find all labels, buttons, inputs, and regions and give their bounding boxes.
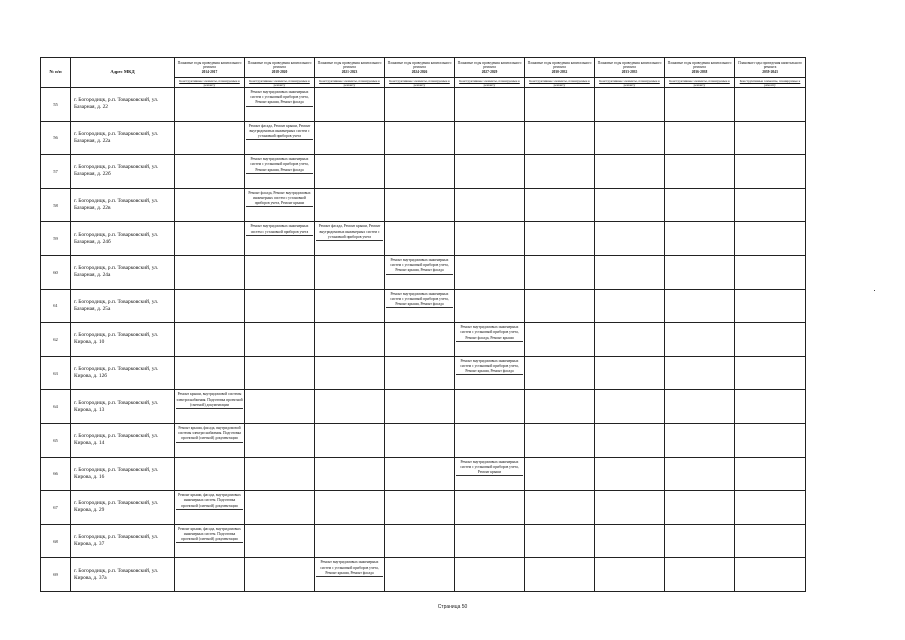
repair-works-text: Ремонт внутридомовых инженерных систем с установкой приборов учета, Ремонт крыши, Ремонт фасада: [456, 359, 523, 376]
repair-works-cell: [245, 524, 315, 558]
repair-works-cell: [385, 491, 455, 525]
repair-works-cell: [315, 88, 385, 122]
repair-works-cell: [385, 457, 455, 491]
row-number: 60: [41, 255, 71, 289]
repair-works-cell: [665, 390, 735, 424]
document-page: [40, 57, 806, 592]
repair-works-cell: [595, 188, 665, 222]
repair-works-cell: [735, 121, 806, 155]
repair-works-cell: [665, 289, 735, 323]
repair-works-cell: [595, 88, 665, 122]
repair-works-cell: [525, 121, 595, 155]
repair-works-text: Ремонт внутридомовых инженерных систем с установкой приборов учета, Ремонт крыши, Ремонт фасада: [386, 292, 453, 309]
period-header: Плановые годы проведения капитального ремонта 2030-2032: [525, 58, 595, 78]
repair-works-cell: [175, 524, 245, 558]
repair-works-cell: [175, 558, 245, 592]
building-address: г. Богородицк, р.п. Товарковский, ул. Базарная, д. 22б: [71, 155, 175, 189]
repair-works-cell: [385, 423, 455, 457]
table-body: [41, 88, 806, 592]
repair-works-cell: [525, 457, 595, 491]
repair-works-cell: [735, 188, 806, 222]
repair-works-text: Ремонт крыши, фасада, внутридомовой системы электроснабжения. Подготовка проектной (сметной) документации: [176, 426, 243, 443]
repair-works-cell: [595, 390, 665, 424]
repair-works-cell: [455, 524, 525, 558]
repair-works-text: Ремонт фасада, Ремонт крыши, Ремонт внутридомовых инженерных систем с установкой приборов учета: [246, 124, 313, 141]
repair-works-cell: [455, 323, 525, 357]
repair-works-cell: [245, 390, 315, 424]
period-header: Плановые годы проведения капитального ремонта 2024-2026: [385, 58, 455, 78]
repair-works-cell: [385, 188, 455, 222]
repair-works-cell: [175, 289, 245, 323]
table-row: [41, 88, 806, 122]
capital-repair-schedule-table: [40, 57, 806, 592]
table-header: [41, 58, 806, 88]
repair-works-cell: [525, 222, 595, 256]
repair-works-cell: [245, 323, 315, 357]
repair-works-cell: [595, 356, 665, 390]
table-row: [41, 356, 806, 390]
repair-works-text: Ремонт внутридомовых инженерных систем с установкой приборов учета, Ремонт крыши, Ремонт фасада: [316, 560, 383, 577]
repair-works-cell: [315, 255, 385, 289]
repair-works-cell: [595, 155, 665, 189]
repair-works-cell: [245, 188, 315, 222]
table-row: [41, 423, 806, 457]
repair-works-cell: [385, 88, 455, 122]
repair-works-cell: [175, 356, 245, 390]
repair-works-text: Ремонт внутридомовых инженерных систем с установкой приборов учета, Ремонт крыши: [456, 460, 523, 477]
repair-works-cell: [315, 323, 385, 357]
repair-works-cell: [455, 457, 525, 491]
row-number: 66: [41, 457, 71, 491]
repair-works-cell: [735, 323, 806, 357]
repair-works-cell: [315, 457, 385, 491]
table-row: [41, 558, 806, 592]
repair-works-cell: [175, 390, 245, 424]
repair-works-cell: [525, 88, 595, 122]
building-address: г. Богородицк, р.п. Товарковский, ул. Базарная, д. 22: [71, 88, 175, 122]
repair-works-cell: [525, 558, 595, 592]
repair-works-cell: [315, 423, 385, 457]
repair-works-text: Ремонт фасада, Ремонт внутридомовых инженерных систем с установкой приборов учета, Ремонт крыши: [246, 191, 313, 208]
repair-works-cell: [455, 423, 525, 457]
repair-works-cell: [525, 524, 595, 558]
repair-works-cell: [525, 255, 595, 289]
repair-works-text: Ремонт крыши, фасада, внутридомовых инженерных систем. Подготовка проектной (сметной) документации: [176, 493, 243, 510]
repair-works-cell: [245, 423, 315, 457]
repair-works-cell: [315, 121, 385, 155]
repair-works-cell: [385, 255, 455, 289]
period-header: Плановые годы проведения капитального ремонта 2021-2023: [315, 58, 385, 78]
repair-works-cell: [245, 155, 315, 189]
repair-works-cell: [455, 88, 525, 122]
period-header: Плановые годы проведения капитального ремонта 2033-2035: [595, 58, 665, 78]
repair-works-cell: [385, 323, 455, 357]
building-address: г. Богородицк, р.п. Товарковский, ул. Базарная, д. 24а: [71, 255, 175, 289]
column-address-header: Адрес МКД: [71, 58, 175, 88]
period-header: Плановые годы проведения капитального ремонта 2036-2038: [665, 58, 735, 78]
period-header: Плановые годы проведения капитального ремонта 2039-2043: [735, 58, 806, 78]
repair-works-cell: [665, 457, 735, 491]
repair-works-text: Ремонт крыши, фасада, внутридомовых инженерных систем. Подготовка проектной (сметной) документации: [176, 527, 243, 544]
repair-works-cell: [315, 524, 385, 558]
repair-works-cell: [175, 121, 245, 155]
elements-subheader: Конструктивные элементы, планируемые к ремонту: [245, 78, 315, 88]
repair-works-cell: [175, 255, 245, 289]
elements-subheader: Конструктивные элементы, планируемые к ремонту: [175, 78, 245, 88]
repair-works-cell: [245, 356, 315, 390]
row-number: 59: [41, 222, 71, 256]
repair-works-cell: [315, 356, 385, 390]
repair-works-cell: [315, 390, 385, 424]
repair-works-cell: [385, 121, 455, 155]
building-address: г. Богородицк, р.п. Товарковский, ул. Кирова, д. 37а: [71, 558, 175, 592]
repair-works-cell: [315, 188, 385, 222]
table-row: [41, 121, 806, 155]
repair-works-cell: [735, 491, 806, 525]
repair-works-cell: [455, 491, 525, 525]
table-row: [41, 491, 806, 525]
repair-works-cell: [175, 155, 245, 189]
table-row: [41, 390, 806, 424]
building-address: г. Богородицк, р.п. Товарковский, ул. Базарная, д. 24б: [71, 222, 175, 256]
repair-works-cell: [385, 222, 455, 256]
building-address: г. Богородицк, р.п. Товарковский, ул. Кирова, д. 37: [71, 524, 175, 558]
building-address: г. Богородицк, р.п. Товарковский, ул. Кирова, д. 12б: [71, 356, 175, 390]
page-number: Страница 50: [437, 604, 468, 610]
row-number: 55: [41, 88, 71, 122]
repair-works-text: Ремонт внутридомовых инженерных систем с установкой приборов учета, Ремонт крыши, Ремонт фасада: [386, 258, 453, 275]
repair-works-text: Ремонт крыши, внутридомовой системы электроснабжения. Подготовка проектной (сметной) документации: [176, 392, 243, 409]
repair-works-cell: [385, 289, 455, 323]
repair-works-cell: [595, 289, 665, 323]
repair-works-cell: [525, 423, 595, 457]
elements-subheader: Конструктивные элементы, планируемые к ремонту: [455, 78, 525, 88]
repair-works-cell: [245, 222, 315, 256]
row-number: 64: [41, 390, 71, 424]
building-address: г. Богородицк, р.п. Товарковский, ул. Кирова, д. 10: [71, 323, 175, 357]
repair-works-cell: [525, 390, 595, 424]
table-row: [41, 155, 806, 189]
table-row: [41, 323, 806, 357]
repair-works-cell: [245, 289, 315, 323]
repair-works-text: Ремонт фасада, Ремонт крыши, Ремонт внутридомовых инженерных систем с установкой приборов учета: [316, 224, 383, 241]
repair-works-cell: [245, 255, 315, 289]
repair-works-text: Ремонт внутридомовых инженерных систем с установкой приборов учета: [246, 224, 313, 235]
repair-works-cell: [525, 155, 595, 189]
repair-works-cell: [595, 423, 665, 457]
repair-works-cell: [665, 88, 735, 122]
repair-works-cell: [595, 121, 665, 155]
repair-works-cell: [455, 390, 525, 424]
column-number-header: № п/п: [41, 58, 71, 88]
row-number: 69: [41, 558, 71, 592]
repair-works-cell: [665, 121, 735, 155]
repair-works-cell: [665, 255, 735, 289]
repair-works-cell: [735, 524, 806, 558]
scan-speck: [874, 290, 875, 291]
repair-works-cell: [455, 356, 525, 390]
repair-works-cell: [455, 289, 525, 323]
row-number: 68: [41, 524, 71, 558]
repair-works-cell: [245, 491, 315, 525]
elements-subheader: Конструктивные элементы, планируемые к ремонту: [735, 78, 806, 88]
repair-works-cell: [735, 356, 806, 390]
repair-works-cell: [595, 524, 665, 558]
repair-works-cell: [595, 457, 665, 491]
table-row: [41, 255, 806, 289]
table-row: [41, 524, 806, 558]
repair-works-text: Ремонт внутридомовых инженерных систем с установкой приборов учета, Ремонт фасада, Ремонт крыши: [456, 325, 523, 342]
period-header: Плановые годы проведения капитального ремонта 2018-2020: [245, 58, 315, 78]
table-row: [41, 222, 806, 256]
repair-works-cell: [735, 457, 806, 491]
building-address: г. Богородицк, р.п. Товарковский, ул. Базарная, д. 25а: [71, 289, 175, 323]
repair-works-cell: [735, 155, 806, 189]
building-address: г. Богородицк, р.п. Товарковский, ул. Кирова, д. 14: [71, 423, 175, 457]
row-number: 57: [41, 155, 71, 189]
repair-works-cell: [665, 491, 735, 525]
repair-works-cell: [525, 323, 595, 357]
row-number: 65: [41, 423, 71, 457]
repair-works-cell: [175, 222, 245, 256]
building-address: г. Богородицк, р.п. Товарковский, ул. Кирова, д. 16: [71, 457, 175, 491]
elements-subheader: Конструктивные элементы, планируемые к ремонту: [665, 78, 735, 88]
building-address: г. Богородицк, р.п. Товарковский, ул. Базарная, д. 22а: [71, 121, 175, 155]
elements-subheader: Конструктивные элементы, планируемые к ремонту: [595, 78, 665, 88]
repair-works-cell: [735, 255, 806, 289]
repair-works-cell: [595, 491, 665, 525]
building-address: г. Богородицк, р.п. Товарковский, ул. Кирова, д. 29: [71, 491, 175, 525]
repair-works-cell: [315, 222, 385, 256]
row-number: 56: [41, 121, 71, 155]
repair-works-cell: [455, 222, 525, 256]
repair-works-cell: [315, 155, 385, 189]
repair-works-cell: [665, 188, 735, 222]
repair-works-cell: [245, 457, 315, 491]
table-row: [41, 289, 806, 323]
building-address: г. Богородицк, р.п. Товарковский, ул. Базарная, д. 22в: [71, 188, 175, 222]
row-number: 62: [41, 323, 71, 357]
period-header: Плановые годы проведения капитального ремонта 2027-2029: [455, 58, 525, 78]
repair-works-cell: [735, 88, 806, 122]
repair-works-cell: [525, 289, 595, 323]
row-number: 63: [41, 356, 71, 390]
repair-works-cell: [735, 390, 806, 424]
repair-works-cell: [665, 323, 735, 357]
repair-works-cell: [245, 121, 315, 155]
repair-works-cell: [735, 289, 806, 323]
repair-works-cell: [525, 188, 595, 222]
repair-works-cell: [455, 121, 525, 155]
elements-subheader: Конструктивные элементы, планируемые к ремонту: [525, 78, 595, 88]
repair-works-cell: [455, 558, 525, 592]
repair-works-cell: [385, 524, 455, 558]
table-row: [41, 457, 806, 491]
repair-works-cell: [665, 155, 735, 189]
repair-works-cell: [385, 558, 455, 592]
row-number: 58: [41, 188, 71, 222]
repair-works-cell: [315, 491, 385, 525]
repair-works-cell: [175, 188, 245, 222]
repair-works-cell: [315, 558, 385, 592]
elements-subheader: Конструктивные элементы, планируемые к ремонту: [315, 78, 385, 88]
repair-works-text: Ремонт внутридомовых инженерных систем с установкой приборов учета, Ремонт крыши, Ремонт фасада: [246, 90, 313, 107]
row-number: 67: [41, 491, 71, 525]
elements-subheader: Конструктивные элементы, планируемые к ремонту: [385, 78, 455, 88]
repair-works-cell: [175, 457, 245, 491]
repair-works-cell: [245, 88, 315, 122]
repair-works-cell: [175, 491, 245, 525]
repair-works-cell: [595, 255, 665, 289]
repair-works-cell: [665, 558, 735, 592]
repair-works-cell: [455, 188, 525, 222]
repair-works-cell: [525, 491, 595, 525]
repair-works-cell: [665, 222, 735, 256]
repair-works-cell: [455, 155, 525, 189]
repair-works-cell: [665, 423, 735, 457]
repair-works-cell: [385, 356, 455, 390]
row-number: 61: [41, 289, 71, 323]
table-row: [41, 188, 806, 222]
period-header: Плановые годы проведения капитального ремонта 2014-2017: [175, 58, 245, 78]
repair-works-cell: [385, 155, 455, 189]
repair-works-text: Ремонт внутридомовых инженерных систем с установкой приборов учета, Ремонт крыши, Ремонт фасада: [246, 157, 313, 174]
building-address: г. Богородицк, р.п. Товарковский, ул. Кирова, д. 13: [71, 390, 175, 424]
repair-works-cell: [245, 558, 315, 592]
repair-works-cell: [455, 255, 525, 289]
repair-works-cell: [735, 558, 806, 592]
repair-works-cell: [665, 524, 735, 558]
repair-works-cell: [385, 390, 455, 424]
repair-works-cell: [735, 423, 806, 457]
repair-works-cell: [665, 356, 735, 390]
repair-works-cell: [595, 222, 665, 256]
repair-works-cell: [735, 222, 806, 256]
repair-works-cell: [175, 423, 245, 457]
repair-works-cell: [315, 289, 385, 323]
repair-works-cell: [595, 558, 665, 592]
repair-works-cell: [525, 356, 595, 390]
repair-works-cell: [175, 323, 245, 357]
repair-works-cell: [595, 323, 665, 357]
repair-works-cell: [175, 88, 245, 122]
